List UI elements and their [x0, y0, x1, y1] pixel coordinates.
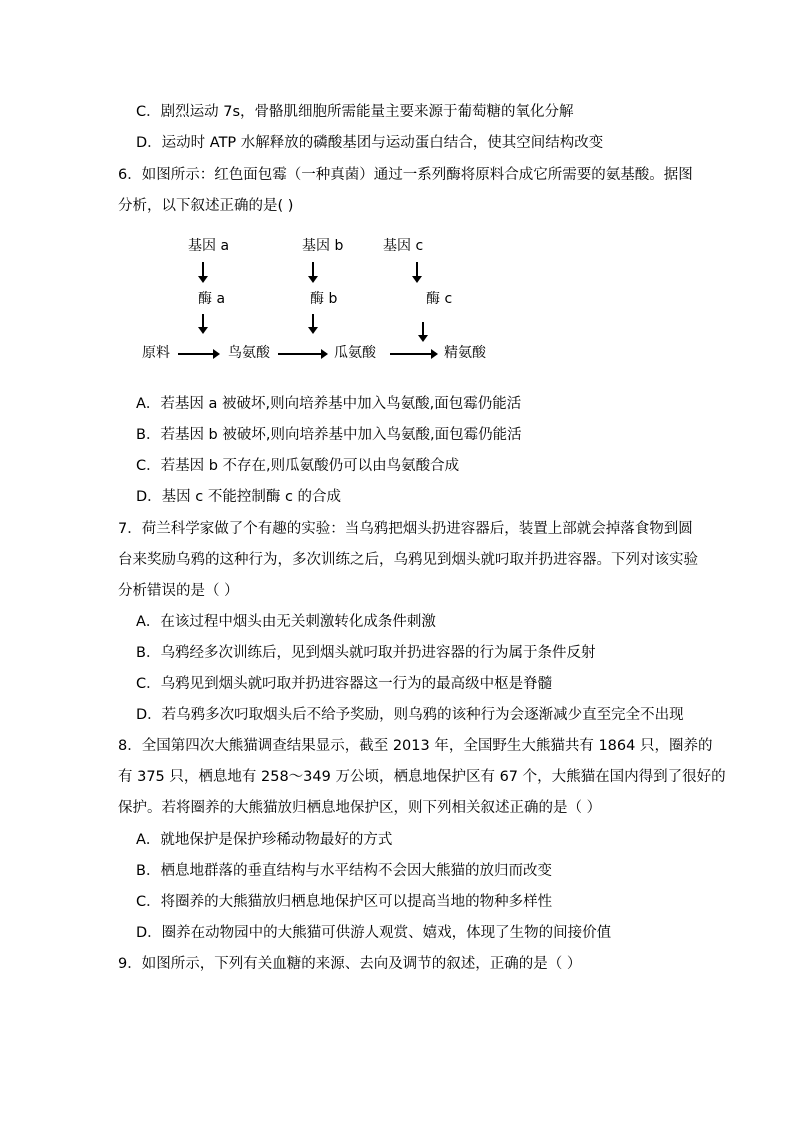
arrow-gene-b-to-enzyme-b [312, 262, 314, 277]
citrulline-label: 瓜氨酸 [334, 345, 376, 361]
q8-option-c: C．将圈养的大熊猫放归栖息地保护区可以提高当地的物种多样性 [136, 894, 553, 910]
ornithine-label: 鸟氨酸 [228, 345, 270, 361]
q8-stem-line3: 保护。若将圈养的大熊猫放归栖息地保护区，则下列相关叙述正确的是（ ） [118, 800, 602, 816]
q5-option-d: D．运动时 ATP 水解释放的磷酸基团与运动蛋白结合，使其空间结构改变 [136, 135, 604, 151]
gene-c-label: 基因 c [383, 238, 424, 254]
q6-stem-line2: 分析，以下叙述正确的是( ) [118, 198, 294, 214]
arrow-raw-to-ornithine [178, 353, 214, 355]
enzyme-b-label: 酶 b [310, 291, 338, 307]
q6-option-b: B．若基因 b 被破坏,则向培养基中加入鸟氨酸,面包霉仍能活 [136, 427, 522, 443]
q8-stem-line2: 有 375 只，栖息地有 258～349 万公顷，栖息地保护区有 67 个，大熊猫在国内得到了很好的 [118, 769, 726, 785]
q5-option-c: C．剧烈运动 7s，骨骼肌细胞所需能量主要来源于葡萄糖的氧化分解 [136, 104, 574, 120]
q7-stem-line1: 7．荷兰科学家做了个有趣的实验：当乌鸦把烟头扔进容器后，装置上部就会掉落食物到圆 [118, 521, 693, 537]
gene-b-label: 基因 b [302, 238, 344, 254]
arrow-enzyme-c-to-reaction [422, 322, 424, 336]
arrow-gene-a-to-enzyme-a [202, 262, 204, 277]
q7-stem-line2: 台来奖励乌鸦的这种行为，多次训练之后，乌鸦见到烟头就叼取并扔进容器。下列对该实验 [118, 552, 698, 568]
arrow-gene-c-to-enzyme-c [416, 262, 418, 277]
arginine-label: 精氨酸 [444, 345, 486, 361]
arrow-enzyme-b-to-reaction [312, 314, 314, 328]
pathway-diagram [140, 232, 500, 372]
arrow-citrulline-to-arginine [390, 353, 432, 355]
q7-option-b: B．乌鸦经多次训练后，见到烟头就叼取并扔进容器的行为属于条件反射 [136, 645, 596, 661]
q8-option-d: D．圈养在动物园中的大熊猫可供游人观赏、嬉戏，体现了生物的间接价值 [136, 925, 612, 941]
raw-material-label: 原料 [142, 345, 170, 361]
q8-stem-line1: 8．全国第四次大熊猫调查结果显示，截至 2013 年，全国野生大熊猫共有 1864 只，圈养的 [118, 738, 713, 754]
q6-option-d: D．基因 c 不能控制酶 c 的合成 [136, 489, 342, 505]
q7-option-a: A．在该过程中烟头由无关刺激转化成条件刺激 [136, 614, 436, 630]
gene-a-label: 基因 a [188, 238, 230, 254]
arrow-enzyme-a-to-reaction [202, 314, 204, 328]
enzyme-a-label: 酶 a [198, 291, 226, 307]
q7-option-c: C．乌鸦见到烟头就叼取并扔进容器这一行为的最高级中枢是脊髓 [136, 676, 553, 692]
q9-stem-line1: 9．如图所示，下列有关血糖的来源、去向及调节的叙述，正确的是（ ） [118, 956, 582, 972]
q6-option-a: A．若基因 a 被破坏,则向培养基中加入鸟氨酸,面包霉仍能活 [136, 396, 522, 412]
q6-stem-line1: 6．如图所示：红色面包霉（一种真菌）通过一系列酶将原料合成它所需要的氨基酸。据图 [118, 167, 693, 183]
q6-option-c: C．若基因 b 不存在,则瓜氨酸仍可以由鸟氨酸合成 [136, 458, 460, 474]
q7-option-d: D．若乌鸦多次叼取烟头后不给予奖励，则乌鸦的该种行为会逐渐减少直至完全不出现 [136, 707, 684, 723]
arrow-ornithine-to-citrulline [278, 353, 322, 355]
q8-option-a: A．就地保护是保护珍稀动物最好的方式 [136, 832, 393, 848]
q7-stem-line3: 分析错误的是（ ） [118, 583, 239, 599]
q8-option-b: B．栖息地群落的垂直结构与水平结构不会因大熊猫的放归而改变 [136, 863, 552, 879]
enzyme-c-label: 酶 c [426, 291, 453, 307]
